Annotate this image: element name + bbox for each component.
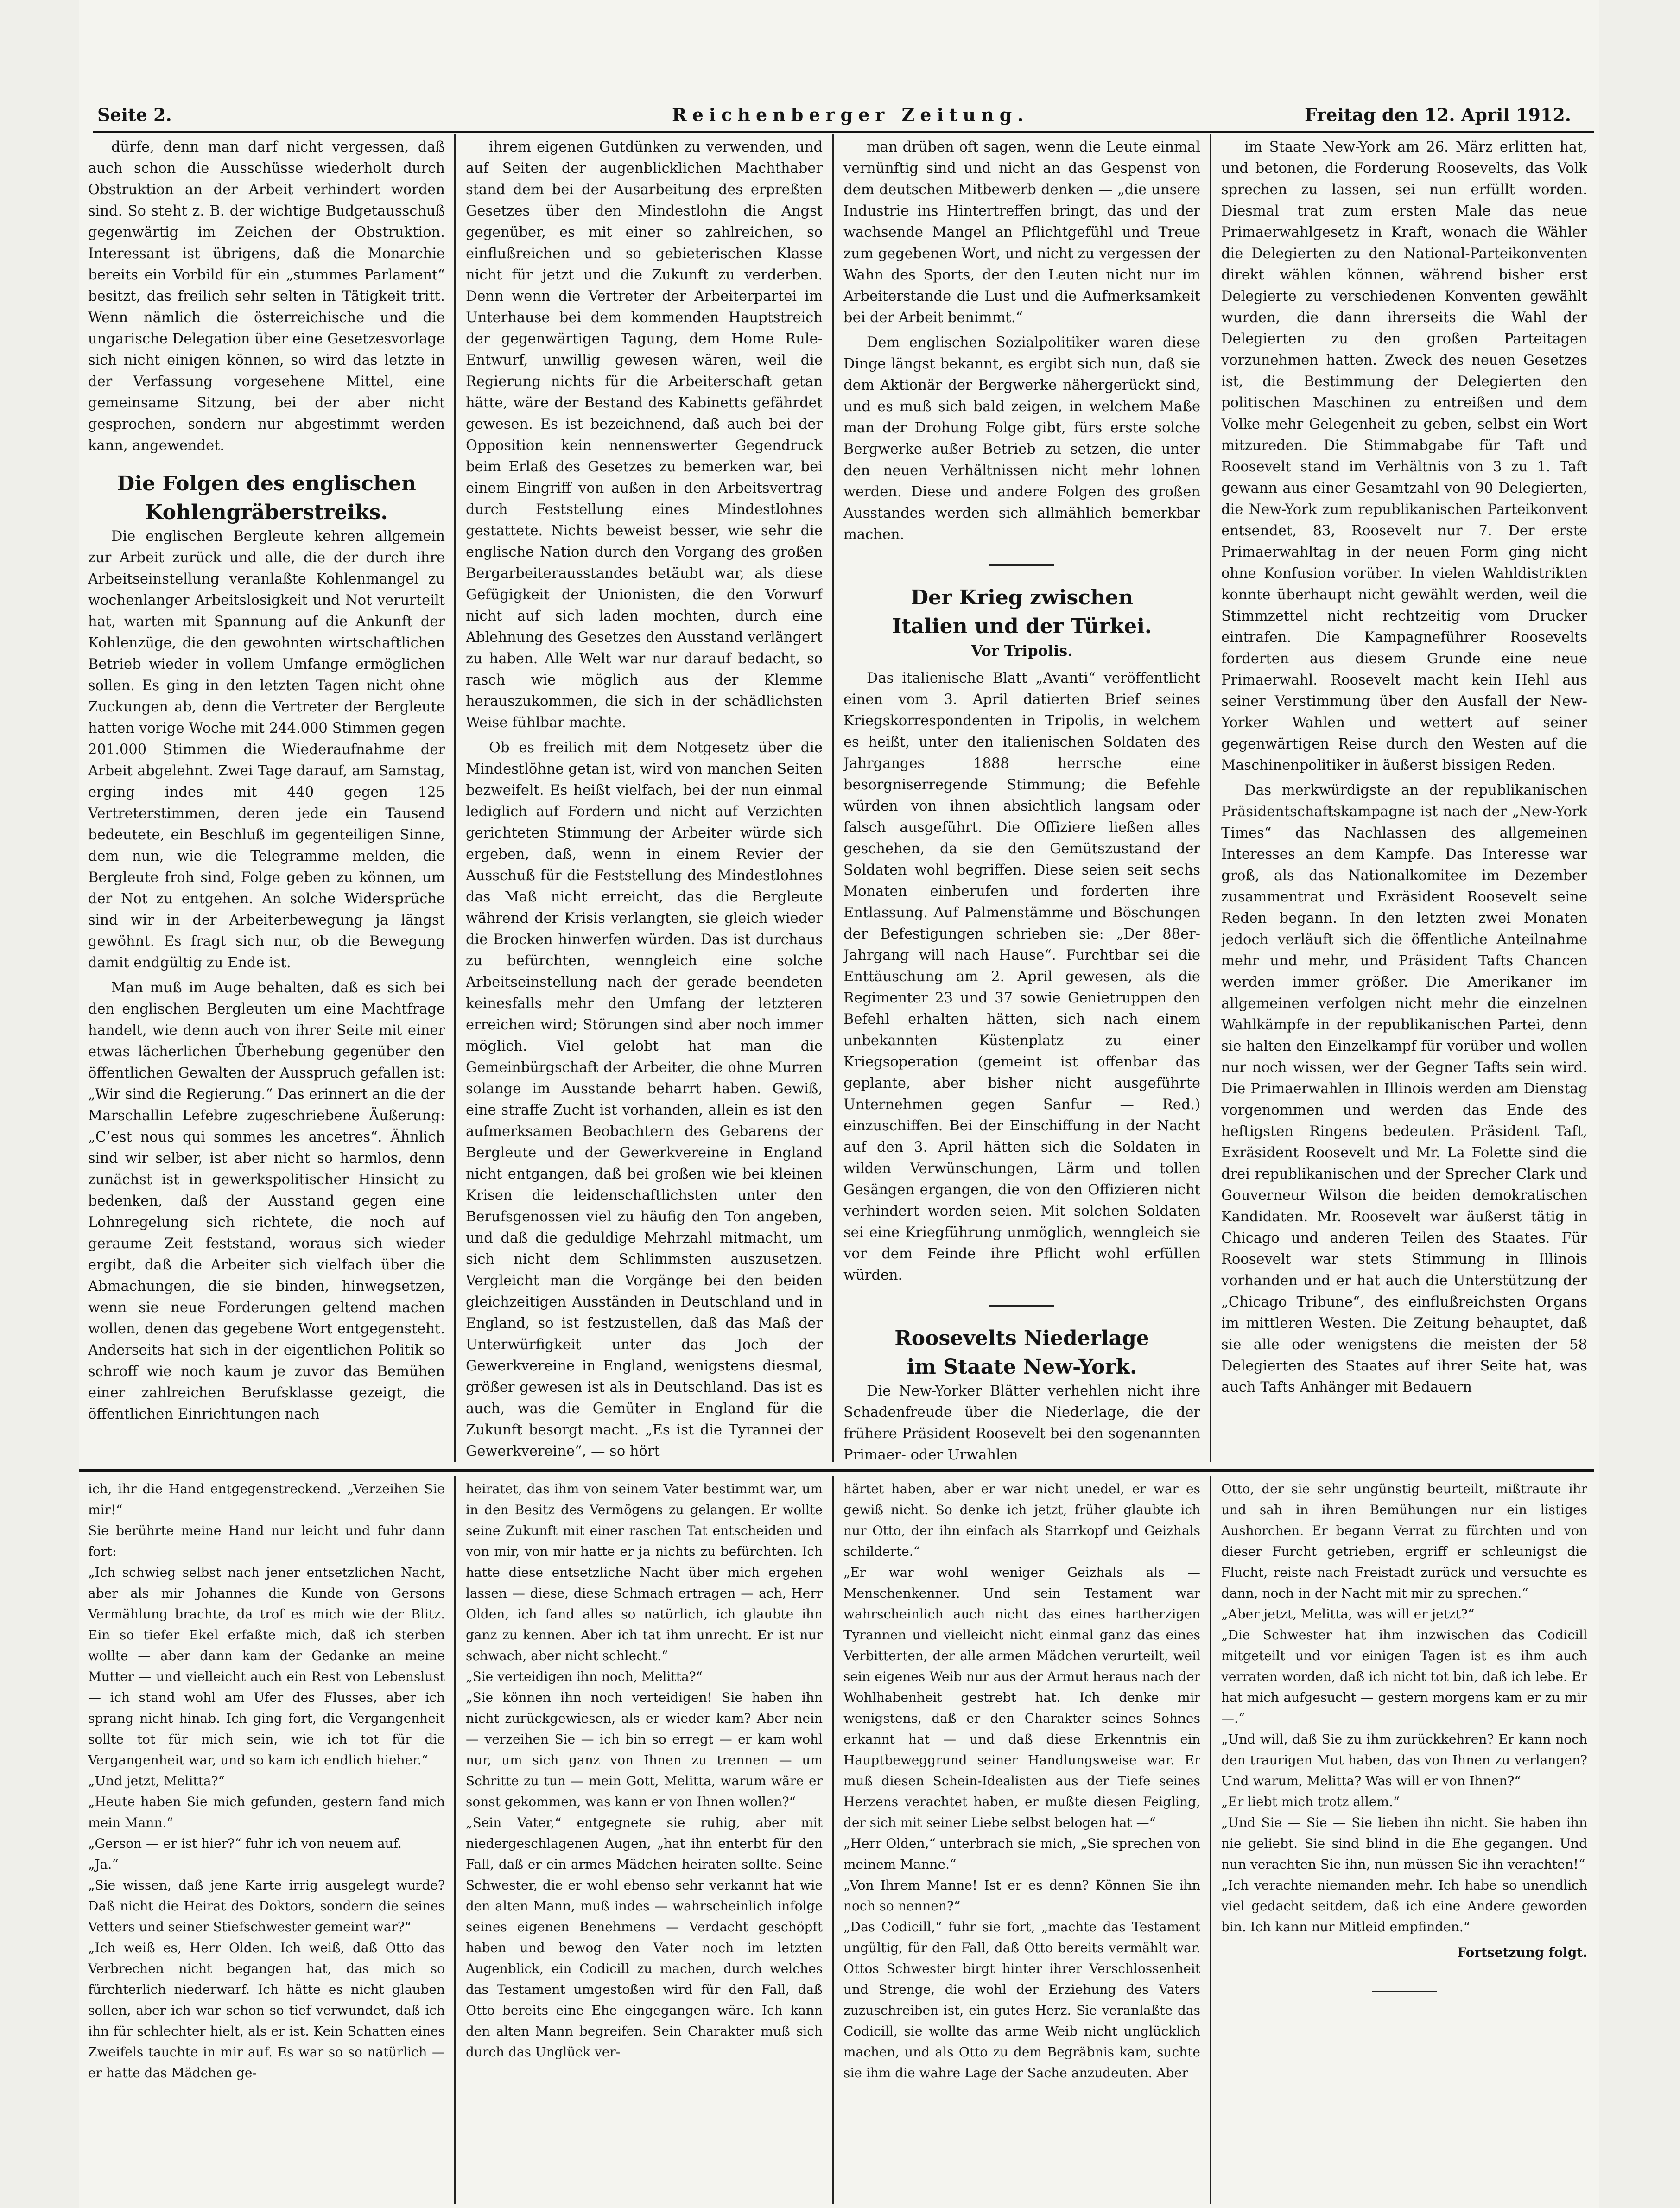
issue-date: Freitag den 12. April 1912.: [1304, 104, 1571, 125]
column-divider: [454, 1476, 456, 2204]
feuilleton-column-1: ich, ihr die Hand entgegenstreckend. „Verzeihen Sie mir!“ Sie berührte meine Hand nur leicht und fuhr dann fort: „Ich schwieg selbst nach jener entsetzlichen Nacht, aber als mir Johannes die Kunde von Gersons Vermählung brachte, da trof es mich wie der Blitz. Ein so tiefer Ekel erfaßte mich, daß ich sterben wollte — aber dann kam der Gedanke an meine Mutter — und vielleicht auch ein Rest von Lebenslust — ich stand wohl am Ufer des Flusses, aber ich sprang nicht hinab. Ich ging fort, die Vergangenheit sollte tot für mich sein, wie ich tot für die Vergangenheit war, und so kam ich endlich hieher.“ „Und jetzt, Melitta?“ „Heute haben Sie mich gefunden, gestern fand mich mein Mann.“ „Gerson — er ist hier?“ fuhr ich von neuem auf. „Ja.“ „Sie wissen, daß jene Karte irrig ausgelegt wurde? Daß nicht die Heirat des Doktors, sondern die seines Vetters und seiner Stiefschwester gemeint war?“ „Ich weiß es, Herr Olden. Ich weiß, daß Otto das Verbrechen nicht begangen hat, das mich so fürchterlich niederwarf. Ich hätte es nicht glauben sollen, aber ich war schon so tief verwundet, daß ich ihn für schlechter hielt, als er ist. Kein Schatten eines Zweifels tauchte in mir auf. Es war so so natürlich — er hatte das Mädchen ge-: [88, 1481, 445, 2081]
newspaper-title: Reichenberger Zeitung.: [672, 104, 1029, 125]
column-3: [843, 137, 1200, 1462]
paragraph: Ob es freilich mit dem Notgesetz über die Mindestlöhne getan ist, wird von manchen Seiten bezweifelt. Es heißt vielfach, bei der nun einmal lediglich auf Fordern und nicht auf Verzichten gerichteten Stimmung der Arbeiter würde sich ergeben, daß, wenn in einem Revier der Ausschuß für die Feststellung des Mindestlohnes das Maß nicht erreicht, das die Bergleute während der Krisis verlangten, sie gleich wieder die Brocken hinwerfen würden. Das ist durchaus zu befürchten, wenngleich eine solche Arbeitseinstellung nach der gerade beendeten keinesfalls mehr den Umfang der letzteren erreichen wird; Störungen sind aber noch immer möglich. Viel gelobt hat man die Gemeinbürgschaft der Arbeiter, die ohne Murren solange im Ausstande beharrt haben. Gewiß, eine straffe Zucht ist vorhanden, allein es ist den aufmerksamen Beobachtern des Gebarens der Bergleute und der Gewerkvereine in England nicht entgangen, daß bei großen wie bei kleinen Krisen die leidenschaftlichsten unter den Berufsgenossen viel zu häufig den Ton angeben, und daß die geduldige Mehrzahl mitmacht, um sich nicht dem Schlimmsten auszusetzen. Vergleicht man die Vorgänge bei den beiden gleichzeitigen Ausständen in Deutschland und in England, so ist festzustellen, daß das Maß der Unterwürfigkeit unter das Joch der Gewerkvereine in England, wenigstens diesmal, größer gewesen ist als in Deutschland. Das ist es auch, was die Gemüter in England für die Zukunft besorgt macht. „Es ist die Tyrannei der Gewerkvereine“, — so hört: [466, 740, 823, 1459]
feuilleton-column-4: [1221, 1478, 1587, 2202]
feuilleton-rule: [79, 1469, 1594, 1472]
headline: Die Folgen des englischen: [117, 472, 416, 495]
column-divider: [832, 134, 834, 1462]
paragraph: ihrem eigenen Gutdünken zu verwenden, und auf Seiten der augenblicklichen Machthaber stand dem bei der Ausarbeitung des erpreßten Gesetzes über den Mindestlohn die Angst gegenüber, es mit einer so zahlreichen, so einflußreichen und so gebieterischen Klasse nicht für jetzt und die Zukunft zu verderben. Denn wenn die Vertreter der Arbeiterpartei im Unterhause bei dem kommenden Hauptstreich der gegenwärtigen Tagung, dem Home Rule-Entwurf, unwillig gewesen wären, weil die Regierung nichts für die Arbeiterschaft getan hätte, wäre der Bestand des Kabinetts gefährdet gewesen. Es ist bezeichnend, daß auch bei der Opposition kein nennenswerter Gegendruck beim Erlaß des Gesetzes zu bemerken war, bei einem Eingriff von außen in den Arbeitsvertrag durch Feststellung eines Mindestlohnes gestattete. Nichts beweist besser, wie sehr die englische Nation durch den Vorgang des großen Bergarbeiterausstandes betäubt war, als diese Gefügigkeit der Unionisten, die den Vorwurf nicht auf sich laden mochten, durch eine Ablehnung des Gesetzes den Ausstand verlängert zu haben. Alle Welt war nur darauf bedacht, so rasch wie möglich aus der Klemme herauszukommen, die sich in der schädlichsten Weise fühlbar machte.: [466, 139, 823, 731]
headline: Kohlengräberstreiks.: [145, 501, 388, 524]
masthead: [97, 95, 1604, 130]
feuilleton-column-3: härtet haben, aber er war nicht unedel, er war es gewiß nicht. So denke ich jetzt, früher glaubte ich nur Otto, der ihn einfach als Starrkopf und Geizhals schilderte.“ „Er war wohl weniger Geizhals als — Menschenkenner. Und sein Testament war wahrscheinlich auch nicht das eines hartherzigen Tyrannen und vielleicht nicht einmal ganz das eines Verbitterten, der alle armen Mädchen verurteilt, weil sein eigenes Weib nur aus der Armut heraus nach der Wohlhabenheit gestrebt hat. Ich denke mir wenigstens, daß er den Charakter seines Sohnes erkannt hat — und daß diese Erkenntnis ein Hauptbeweggrund seiner Handlungsweise war. Er muß diesen Schein-Idealisten aus der Tiefe seines Herzens verachtet haben, er mußte diesen Feigling, der sich mit seiner Liebe selbst belogen hat —“ „Herr Olden,“ unterbrach sie mich, „Sie sprechen von meinem Manne.“ „Von Ihrem Manne! Ist er es denn? Können Sie ihn noch so nennen?“ „Das Codicill,“ fuhr sie fort, „machte das Testament ungültig, für den Fall, daß Otto bereits vermählt war. Ottos Schwester birgt hinter ihrer Verschlossenheit und Strenge, die wohl der Erziehung des Vaters zuzuschreiben ist, ein gutes Herz. Sie veranlaßte das Codicill, sie wollte das arme Weib nicht unglücklich machen, und als Otto zu dem Begräbnis kam, suchte sie ihm die wahre Lage der Sache anzudeuten. Aber: [843, 1481, 1200, 2081]
separator: [1372, 1991, 1437, 1992]
column-1: [88, 137, 445, 1462]
page-number: Seite 2.: [97, 104, 172, 125]
paragraph: Das italienische Blatt „Avanti“ veröffentlicht einen vom 3. April datierten Brief seines Kriegskorrespondenten in Tripolis, in welchem es heißt, unter den italienischen Soldaten des Jahrganges 1888 herrsche eine besorgniserregende Stimmung; die Befehle würden von ihnen absichtlich langsam oder falsch ausgeführt. Die Offiziere ließen alles geschehen, da sie den Gemütszustand der Soldaten wohl begriffen. Diese seien seit sechs Monaten einberufen und forderten ihre Entlassung. Auf Palmenstämme und Böschungen der Befestigungen schrieben sie: „Der 88er-Jahrgang will nach Hause“. Furchtbar sei die Enttäuschung am 2. April gewesen, als die Regimenter 23 und 37 sowie Genietruppen den Befehl erhalten hätten, sich nach einem unbekannten Küstenplatz zu einer Kriegsoperation (gemeint ist offenbar das geplante, aber bisher nicht ausgeführte Unternehmen gegen Sanfur — Red.) einzuschiffen. Bei der Einschiffung in der Nacht auf den 3. April hätten sich die Soldaten in wilden Verwünschungen, Lärm und tollen Gesängen ergangen, die von den Offizieren nicht verhindert worden seien. Mit solchen Soldaten sei eine Kriegführung unmöglich, wenngleich sie vor dem Feinde ihre Pflicht wohl erfüllen würden.: [843, 670, 1200, 1283]
paragraph: Man muß im Auge behalten, daß es sich bei den englischen Bergleuten um eine Machtfrage handelt, wie denn auch von ihrer Seite mit einer etwas lächerlichen Überhebung gegenüber den öffentlichen Gewalten der Ausspruch gefallen ist: „Wir sind die Regierung.“ Das erinnert an die der Marschallin Lefebre zugeschriebene Äußerung: „C’est nous qui sommes les ancetres“. Ähnlich sind wir selber, ist aber nicht so harmlos, denn zunächst ist in gewerkspolitischer Hinsicht zu bedenken, daß der Ausstand gegen eine Lohnregelung sich richtete, die noch auf geraume Zeit feststand, woraus sich wieder ergibt, daß die Arbeiter sich vielfach über die Abmachungen, die sie binden, hinwegsetzen, wenn sie neue Forderungen geltend machen wollen, denen das gegebene Wort entgegensteht. Anderseits hat sich in der eigentlichen Politik so schroff wie noch kaum je zuvor das Bemühen einer zahlreichen Berufsklasse gezeigt, die öffentlichen Einrichtungen nach: [88, 980, 445, 1422]
headline: Der Krieg zwischen: [911, 586, 1133, 609]
paragraph: Dem englischen Sozialpolitiker waren diese Dinge längst bekannt, es ergibt sich nun, daß sie dem Aktionär der Bergwerke nähergerückt sind, und es muß sich bald zeigen, in welchem Maße man der Drohung Folge gibt, fürs erste solche Bergwerke außer Betrieb zu setzen, die unter den neuen Verhältnissen nicht mehr lohnen werden. Diese und andere Folgen des großen Ausstandes werden sich allmählich bemerkbar machen.: [843, 335, 1200, 543]
feuilleton-column-2: heiratet, das ihm von seinem Vater bestimmt war, um in den Besitz des Vermögens zu gelangen. Er wollte seine Zukunft mit einer raschen Tat entscheiden und von mir, von mir hatte er ja nichts zu befürchten. Ich hatte diese entsetzliche Nacht über mich ergehen lassen — diese, diese Schmach ertragen — ach, Herr Olden, ich fand alles so natürlich, ich glaubte ihn ganz zu kennen. Aber ich tat ihm unrecht. Er ist nur schwach, aber nicht schlecht.“ „Sie verteidigen ihn noch, Melitta?“ „Sie können ihn noch verteidigen! Sie haben ihn nicht zurückgewiesen, als er wieder kam? Aber nein — verzeihen Sie — ich bin so erregt — er kam wohl nur, um sich ganz von Ihnen zu trennen — um Schritte zu tun — mein Gott, Melitta, warum wäre er sonst gekommen, was kann er von Ihnen wollen?“ „Sein Vater,“ entgegnete sie ruhig, aber mit niedergeschlagenen Augen, „hat ihn enterbt für den Fall, daß er ein armes Mädchen heiraten sollte. Seine Schwester, die er wohl ebenso sehr verkannt hat wie den alten Mann, muß indes — wahrscheinlich infolge seines eigenen Benehmens — Verdacht geschöpft haben und bewog den Vater noch im letzten Augenblick, ein Codicill zu machen, durch welches das Testament umgestoßen wird für den Fall, daß Otto bereits eine Ehe eingegangen wäre. Ich kann den alten Mann begreifen. Sein Charakter muß sich durch das Unglück ver-: [466, 1481, 823, 2060]
masthead-rule: [93, 131, 1594, 133]
headline: Roosevelts Niederlage: [894, 1326, 1149, 1350]
continuation-note: Fortsetzung folgt.: [1457, 1945, 1587, 1960]
paragraph: Otto, der sie sehr ungünstig beurteilt, mißtraute ihr und sah in ihren Bemühungen nur ein listiges Aushorchen. Er begann Verrat zu fürchten und von dieser Furcht getrieben, ergriff er schleunigst die Flucht, reiste nach Freistadt zurück und versuchte es dann, noch in der Nacht mit mir zu sprechen.“ „Aber jetzt, Melitta, was will er jetzt?“ „Die Schwester hat ihm inzwischen das Codicill mitgeteilt und vor einigen Tagen ist es ihm auch verraten worden, daß ich nicht tot bin, daß ich lebe. Er hat mich aufgesucht — gestern morgens kam er zu mir —.“ „Und will, daß Sie zu ihm zurückkehren? Er kann noch den traurigen Mut haben, das von Ihnen zu verlangen? Und warum, Melitta? Was will er von Ihnen?“ „Er liebt mich trotz allem.“ „Und Sie — Sie — Sie lieben ihn nicht. Sie haben ihn nie geliebt. Sie sind blind in die Ehe gegangen. Und nun verachten Sie ihn, nun müssen Sie ihn verachten!“ „Ich verachte niemanden mehr. Ich habe so unendlich viel gedacht seitdem, daß ich eine Andere geworden bin. Ich kann nur Mitleid empfinden.“: [1221, 1481, 1587, 1935]
paragraph: man drüben oft sagen, wenn die Leute einmal vernünftig sind und nicht an das Gespenst von dem deutschen Mitbewerb denken — „die unsere Industrie ins Hintertreffen bringt, das und der wachsende Mangel an Pflichtgefühl und Treue zum gegebenen Wort, und nicht zu vergessen der Wahn des Sports, der den Leuten nicht nur im Arbeiterstande die Lust und die Aufmerksamkeit bei der Arbeit benimmt.“: [843, 139, 1200, 326]
headline: Italien und der Türkei.: [892, 615, 1152, 638]
subheadline: Vor Tripolis.: [971, 642, 1073, 660]
column-divider: [1210, 1476, 1211, 2204]
separator: [989, 564, 1054, 566]
column-4: [1221, 137, 1587, 1462]
paragraph: dürfe, denn man darf nicht vergessen, daß auch schon die Ausschüsse wiederholt durch Obstruktion an der Arbeit verhindert worden sind. So steht z. B. der wichtige Budgetausschuß gegenwärtig im Zeichen der Obstruktion. Interessant ist übrigens, daß die Monarchie bereits ein Vorbild für ein „stummes Parlament“ besitzt, das freilich sehr selten in Tätigkeit tritt. Wenn nämlich die österreichische und die ungarische Delegation über eine Gesetzesvorlage sich nicht einigen können, so wird das letzte in der Verfassung vorgesehene Mittel, eine gemeinsame Sitzung, bei der aber nicht gesprochen, sondern nur abgestimmt werden kann, angewendet.: [88, 139, 445, 454]
paragraph: Das merkwürdigste an der republikanischen Präsidentschaftskampagne ist nach der „New-York Times“ das Nachlassen des allgemeinen Interesses an dem Kampfe. Das Interesse war groß, als das Nationalkomitee im Dezember zusammentrat und Exräsident Roosevelt seine Reden begann. In den letzten zwei Monaten jedoch verläuft sich die öffentliche Anteilnahme mehr und mehr, und Präsident Tafts Chancen werden immer größer. Die Amerikaner im allgemeinen verfolgen nicht mehr die einzelnen Wahlkämpfe in der republikanischen Partei, denn sie halten den Einzelkampf für vorüber und wollen nur noch wissen, wer der Gegner Tafts sein wird. Die Primaerwahlen in Illinois werden am Dienstag vorgenommen und werden das Ende des heftigsten Ringens bedeuten. Präsident Taft, Exräsident Roosevelt und Mr. La Folette sind die drei republikanischen und der Sprecher Clark und Gouverneur Wilson die beiden demokratischen Kandidaten. Mr. Roosevelt war äußerst tätig in Chicago und anderen Teilen des Staates. Für Roosevelt war stets Stimmung in Illinois vorhanden und er hat auch die Unterstützung der „Chicago Tribune“, des einflußreichsten Organs im mittleren Westen. Die Zeitung behauptet, daß sie alle oder wenigstens die meisten der 58 Delegierten des Staates auf ihrer Seite hat, was auch Tafts Anhänger mit Bedauern: [1221, 782, 1587, 1396]
column-divider: [832, 1476, 834, 2204]
column-2: [466, 137, 823, 1462]
paragraph: im Staate New-York am 26. März erlitten hat, und betonen, die Forderung Roosevelts, das Volk sprechen zu lassen, sei nun erfüllt worden. Diesmal trat zum ersten Male das neue Primaerwahlgesetz in Kraft, wonach die Wähler die Delegierten zu den National-Parteikonventen direkt wählen können, während bisher erst Delegierte zu verschiedenen Konventen gewählt wurden, die dann ihrerseits die Wahl der Delegierten zu den großen Parteitagen vorzunehmen hatten. Zweck des neuen Gesetzes ist, die Bestimmung der Delegierten den politischen Maschinen zu entreißen und dem Volke mehr Gelegenheit zu geben, selbst ein Wort mitzureden. Die Stimmabgabe für Taft und Roosevelt stand im Verhältnis von 3 zu 1. Taft gewann aus einer Gesamtzahl von 90 Delegierten, die New-York zum republikanischen Parteikonvent entsendet, 83, Roosevelt nur 7. Der erste Primaerwahltag in der neuen Form ging nicht ohne Konfusion vorüber. In vielen Wahldistrikten konnte überhaupt nicht gewählt werden, weil die Stimmzettel nicht rechtzeitig vom Drucker eintrafen. Die Kampagneführer Roosevelts forderten aus diesem Grunde eine neue Primaerwahl. Roosevelt macht kein Hehl aus seiner Verstimmung über den Ausfall der New-Yorker Wahlen und wettert auf seiner gegenwärtigen Reise durch den Westen auf die Maschinenpolitiker in äußerst bissigen Reden.: [1221, 139, 1587, 774]
headline: im Staate New-York.: [907, 1355, 1137, 1379]
column-divider: [1210, 134, 1211, 1462]
paragraph: Die New-Yorker Blätter verhehlen nicht ihre Schadenfreude über die Niederlage, die der frühere Präsident Roosevelt bei den sogenannten Primaer- oder Urwahlen: [843, 1383, 1200, 1462]
column-divider: [454, 134, 456, 1462]
newspaper-page: [79, 0, 1599, 2208]
separator: [989, 1305, 1054, 1307]
paragraph: Die englischen Bergleute kehren allgemein zur Arbeit zurück und alle, die der durch ihre Arbeitseinstellung veranlaßte Kohlenmangel zu wochenlanger Arbeitslosigkeit und Not verurteilt hat, warten mit Spannung auf die Ankunft der Kohlenzüge, die den gewohnten wirtschaftlichen Betrieb wieder in vollem Umfange ermöglichen sollen. Es ging in den letzten Tagen nicht ohne Zuckungen ab, denn die Vertreter der Bergleute hatten vorige Woche mit 244.000 Stimmen gegen 201.000 Stimmen die Wiederaufnahme der Arbeit abgelehnt. Zwei Tage darauf, am Samstag, erging indes mit 440 gegen 125 Vertreterstimmen, deren jede ein Tausend bedeutete, ein Beschluß im gegenteiligen Sinne, dem nun, wie die Telegramme melden, die Bergleute froh sind, Folge geben zu können, um der Not zu entgehen. An solche Widersprüche sind wir in der Arbeiterbewegung ja längst gewöhnt. Es fragt sich nur, ob die Bewegung damit endgültig zu Ende ist.: [88, 528, 445, 971]
